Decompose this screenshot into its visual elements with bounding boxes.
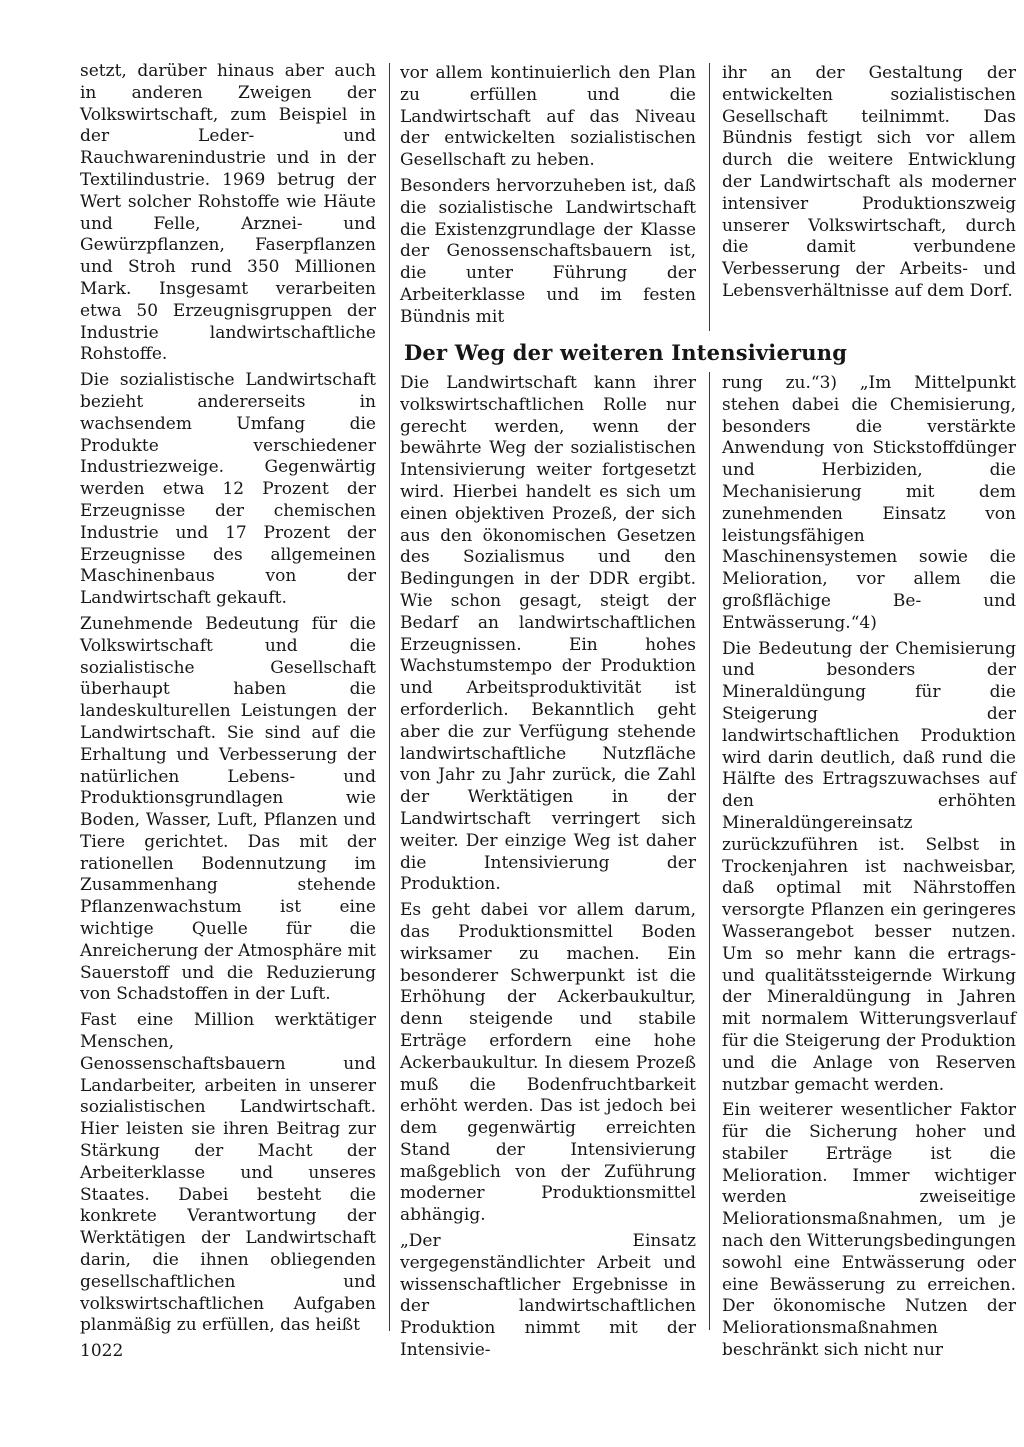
- paragraph: setzt, darüber hinaus aber auch in anderen Zweigen der Volkswirtschaft, zum Beispiel in der Leder- und Rauchwarenindustrie und in der Textilindustrie. 1969 betrug der Wert solcher Rohstoffe wie Häute und Felle, Arznei- und Gewürzpflanzen, Faserpflanzen und Stroh rund 350 Millionen Mark. Insgesamt verarbeiten etwa 50 Erzeugnisgruppen der Industrie landwirtschaftliche Rohstoffe.: [80, 61, 376, 365]
- column-divider: [709, 63, 710, 331]
- paragraph: rung zu.“3) „Im Mittelpunkt stehen dabei die Chemisierung, besonders die verstärkte Anwendung von Stickstoffdünger und Herbiziden, die Mechanisierung mit dem zunehmenden Einsatz von leistungsfähigen Maschinensystemen sowie die Melioration, vor allem die großflächige Be- und Entwässerung.“4): [722, 373, 1016, 633]
- text-column-middle-top: [400, 63, 696, 333]
- paragraph: Ein weiterer wesentlicher Faktor für die Sicherung hoher und stabiler Erträge ist die Melioration. Immer wichtiger werden zweiseitige Meliorationsmaßnahmen, um je nach den Witterungsbedingungen sowohl eine Entwässerung oder eine Bewässerung zu erreichen. Der ökonomische Nutzen der Meliorationsmaßnahmen beschränkt sich nicht nur: [722, 1100, 1016, 1361]
- page-number: 1022: [80, 1341, 124, 1361]
- paragraph: Die sozialistische Landwirtschaft bezieht andererseits in wachsendem Umfang die Produkte verschiedener Industriezweige. Gegenwärtig werden etwa 12 Prozent der Erzeugnisse der chemischen Industrie und 17 Prozent der Erzeugnisse des allgemeinen Maschinenbaus von der Landwirtschaft gekauft.: [80, 370, 376, 609]
- paragraph: Es geht dabei vor allem darum, das Produktionsmittel Boden wirksamer zu machen. Ein besonderer Schwerpunkt ist die Erhöhung der Ackerbaukultur, denn steigende und stabile Erträge erfordern eine hohe Ackerbaukultur. In diesem Prozeß muß die Bodenfruchtbarkeit erhöht werden. Das ist jedoch bei dem gegenwärtig erreichten Stand der Intensivierung maßgeblich von der Zuführung moderner Produktionsmittel abhängig.: [400, 900, 696, 1226]
- paragraph: ihr an der Gestaltung der entwickelten sozialistischen Gesellschaft teilnimmt. Das Bündnis festigt sich vor allem durch die weitere Entwicklung der Landwirtschaft als moderner intensiver Produktionszweig unserer Volkswirtschaft, durch die damit verbundene Verbesserung der Arbeits- und Lebensverhältnisse auf dem Dorf.: [722, 63, 1016, 301]
- paragraph: vor allem kontinuierlich den Plan zu erfüllen und die Landwirtschaft auf das Niveau der entwickelten sozialistischen Gesellschaft zu heben.: [400, 63, 696, 171]
- text-column-right-bottom: [722, 373, 1016, 1366]
- column-divider: [709, 372, 710, 1330]
- section-heading: Der Weg der weiteren Intensivierung: [404, 340, 848, 365]
- column-divider: [389, 63, 390, 1331]
- paragraph: „Der Einsatz vergegenständlichter Arbeit und wissenschaftlicher Ergebnisse in der landwirtschaftlichen Produktion nimmt mit der Intensivie-: [400, 1231, 696, 1361]
- paragraph: Fast eine Million werktätiger Menschen, Genossenschaftsbauern und Landarbeiter, arbeiten in unserer sozialistischen Landwirtschaft. Hier leisten sie ihren Beitrag zur Stärkung der Macht der Arbeiterklasse und unseres Staates. Dabei besteht die konkrete Verantwortung der Werktätigen der Landwirtschaft darin, die ihnen obliegenden gesellschaftlichen und volkswirtschaftlichen Aufgaben planmäßig zu erfüllen, das heißt: [80, 1010, 376, 1336]
- paragraph: Besonders hervorzuheben ist, daß die sozialistische Landwirtschaft die Existenzgrundlage der Klasse der Genossenschaftsbauern ist, die unter Führung der Arbeiterklasse und im festen Bündnis mit: [400, 175, 696, 327]
- paragraph: Zunehmende Bedeutung für die Volkswirtschaft und die sozialistische Gesellschaft überhaupt haben die landeskulturellen Leistungen der Landwirtschaft. Sie sind auf die Erhaltung und Verbesserung der natürlichen Lebens- und Produktionsgrundlagen wie Boden, Wasser, Luft, Pflanzen und Tiere gerichtet. Das mit der rationellen Bodennutzung im Zusammenhang stehende Pflanzenwachstum ist eine wichtige Quelle für die Anreicherung der Atmosphäre mit Sauerstoff und die Reduzierung von Schadstoffen in der Luft.: [80, 613, 376, 1005]
- paragraph: Die Landwirtschaft kann ihrer volkswirtschaftlichen Rolle nur gerecht werden, wenn der bewährte Weg der sozialistischen Intensivierung weiter fortgesetzt wird. Hierbei handelt es sich um einen objektiven Prozeß, der sich aus den ökonomischen Gesetzen des Sozialismus und den Bedingungen in der DDR ergibt. Wie schon gesagt, steigt der Bedarf an landwirtschaftlichen Erzeugnissen. Ein hohes Wachstumstempo der Produktion und Arbeitsproduktivität ist erforderlich. Bekanntlich geht aber die zur Verfügung stehende landwirtschaftliche Nutzfläche von Jahr zu Jahr zurück, die Zahl der Werktätigen in der Landwirtschaft verringert sich weiter. Der einzige Weg ist daher die Intensivierung der Produktion.: [400, 373, 696, 895]
- paragraph: Die Bedeutung der Chemisierung und besonders der Mineraldüngung für die Steigerung der landwirtschaftlichen Produktion wird darin deutlich, daß rund die Hälfte des Ertragszuwachses auf den erhöhten Mineraldüngereinsatz zurückzuführen ist. Selbst in Trockenjahren ist nachweisbar, daß optimal mit Nährstoffen versorgte Pflanzen ein geringeres Wasserangebot besser nutzen. Um so mehr kann die ertrags- und qualitätssteigernde Wirkung der Mineraldüngung in Jahren mit normalem Witterungsverlauf für die Steigerung der Produktion und die Anlage von Reserven nutzbar gemacht werden.: [722, 638, 1016, 1095]
- text-column-left: [80, 61, 376, 1341]
- text-column-right-top: [722, 63, 1016, 307]
- text-column-middle-bottom: [400, 373, 696, 1366]
